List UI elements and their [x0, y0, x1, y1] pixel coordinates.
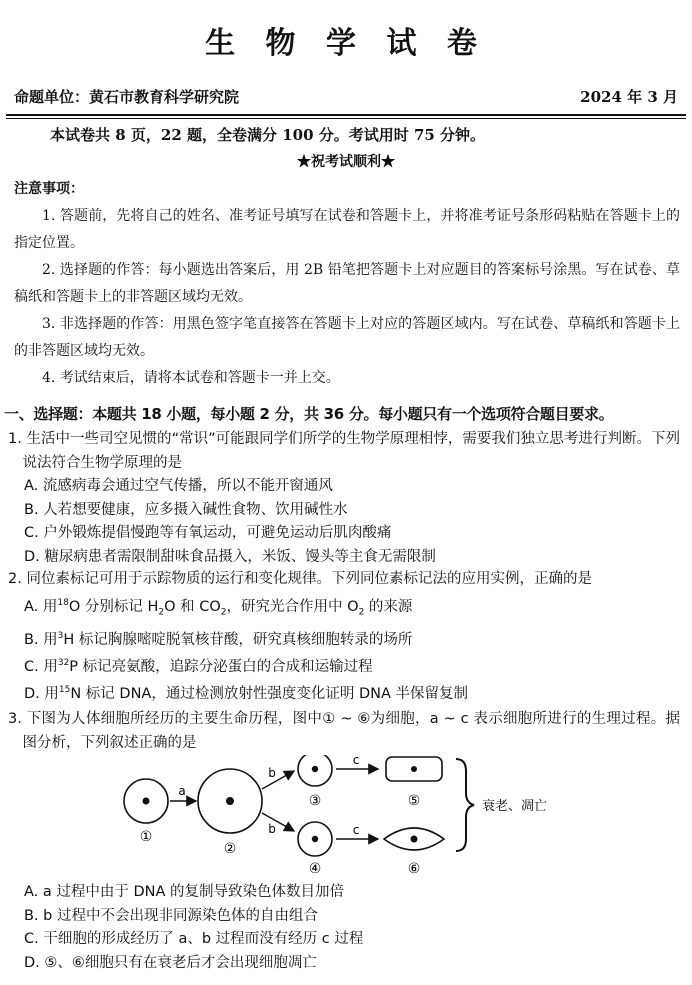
- exam-intro: 本试卷共 8 页，22 题，全卷满分 100 分。考试用时 75 分钟。: [50, 126, 486, 144]
- notes-section: [14, 176, 680, 392]
- option-a: A. 流感病毒会通过空气传播，所以不能开窗通风: [24, 478, 333, 494]
- option-a: A. 用$^{18}$O 分别标记 $H_2O$ 和 $CO_2$，研究光合作用中 $O_2$ 的来源: [24, 597, 413, 618]
- question-stem: 1. 生活中一些司空见惯的“常识”可能跟同学们所学的生物学原理相悖，需要我们独立思考进行判断。下列说法符合生物学原理的是: [8, 431, 680, 471]
- option-a: A. a 过程中由于 DNA 的复制导致染色体数目加倍: [24, 884, 345, 900]
- notes-heading: 注意事项：: [14, 181, 84, 197]
- option-d: D. 用$^{15}$N 标记 DNA，通过检测放射性强度变化证明 DNA 半保留复制: [24, 685, 468, 703]
- question-stem: 2. 同位素标记可用于示踪物质的运行和变化规律。下列同位素标记法的应用实例，正确的是: [8, 571, 592, 587]
- question-3: [8, 708, 680, 755]
- nucleus-4: [312, 836, 318, 842]
- arrow-c-up-label: c: [352, 755, 360, 767]
- arrow-a-label: a: [178, 784, 186, 798]
- arrow-c-down-label: c: [352, 823, 360, 837]
- note-item: 3. 非选择题的作答：用黑色签字笔直接答在答题卡上对应的答题区域内。写在试卷、草稿纸和答题卡上的非答题区域均无效。: [14, 316, 680, 359]
- nucleus-6: [411, 836, 418, 843]
- arrow-b-up-label: b: [268, 766, 276, 780]
- question-1: [8, 428, 680, 569]
- question-stem: 3. 下图为人体细胞所经历的主要生命历程，图中① ~ ⑥为细胞，a ~ c 表示细胞所进行的生理过程。据图分析，下列叙述正确的是: [8, 711, 680, 751]
- option-d: D. 糖尿病患者需限制甜味食品摄入，米饭、馒头等主食无需限制: [24, 548, 436, 565]
- note-item: 4. 考试结束后，请将本试卷和答题卡一并上交。: [42, 370, 340, 386]
- option-c: C. 干细胞的形成经历了 a、b 过程而没有经历 c 过程: [24, 931, 364, 947]
- nucleus-3: [312, 766, 318, 772]
- label-5: ⑤: [407, 793, 421, 809]
- nucleus-2: [226, 797, 234, 805]
- label-4: ④: [308, 861, 322, 877]
- arrow-b-up: [262, 771, 294, 789]
- label-1: ①: [139, 829, 153, 845]
- note-item: 2. 选择题的作答：每小题选出答案后，用 2B 铅笔把答题卡上对应题目的答案标号涂黑。写在试卷、草稿纸和答题卡上的非答题区域均无效。: [14, 262, 680, 305]
- option-c: C. 户外锻炼提倡慢跑等有氧运动，可避免运动后肌肉酸痛: [24, 525, 392, 541]
- header-meta: [14, 86, 678, 110]
- option-b: B. 用$^3$H 标记胸腺嘧啶脱氧核苷酸，研究真核细胞转录的场所: [24, 630, 413, 648]
- label-2: ②: [223, 841, 237, 857]
- arrow-b-down-label: b: [268, 822, 276, 836]
- nucleus-1: [143, 798, 150, 805]
- option-b: B. b 过程中不会出现非同源染色体的自由组合: [24, 907, 318, 924]
- option-b: B. 人若想要健康，应多摄入碱性食物、饮用碱性水: [24, 501, 348, 518]
- author-unit: 命题单位：黄石市教育科学研究院: [14, 88, 240, 106]
- brace: [456, 759, 474, 851]
- good-luck-banner: ★祝考试顺利★: [297, 154, 395, 170]
- header-rule-thin: [6, 118, 686, 119]
- header-rule: [6, 114, 686, 116]
- question-2: [8, 568, 680, 707]
- nucleus-5: [411, 766, 417, 772]
- exam-date: 2024 年 3 月: [580, 88, 678, 106]
- label-6: ⑥: [407, 861, 421, 877]
- aging-label: 衰老、凋亡: [482, 799, 548, 814]
- label-3: ③: [308, 793, 322, 809]
- option-d: D. ⑤、⑥细胞只有在衰老后才会出现细胞凋亡: [24, 954, 317, 971]
- section-heading: 一、选择题：本题共 18 小题，每小题 2 分，共 36 分。每小题只有一个选项符合题目要求。: [4, 405, 614, 423]
- arrow-b-down: [262, 813, 294, 831]
- note-item: 1. 答题前，先将自己的姓名、准考证号填写在试卷和答题卡上，并将准考证号条形码粘贴在答题卡上的指定位置。: [14, 208, 680, 251]
- question-3-options: [8, 881, 680, 975]
- cell-process-diagram: [110, 755, 570, 880]
- page-title: 生 物 学 试 卷: [205, 26, 487, 61]
- option-c: C. 用$^{32}$P 标记亮氨酸，追踪分泌蛋白的合成和运输过程: [24, 658, 373, 675]
